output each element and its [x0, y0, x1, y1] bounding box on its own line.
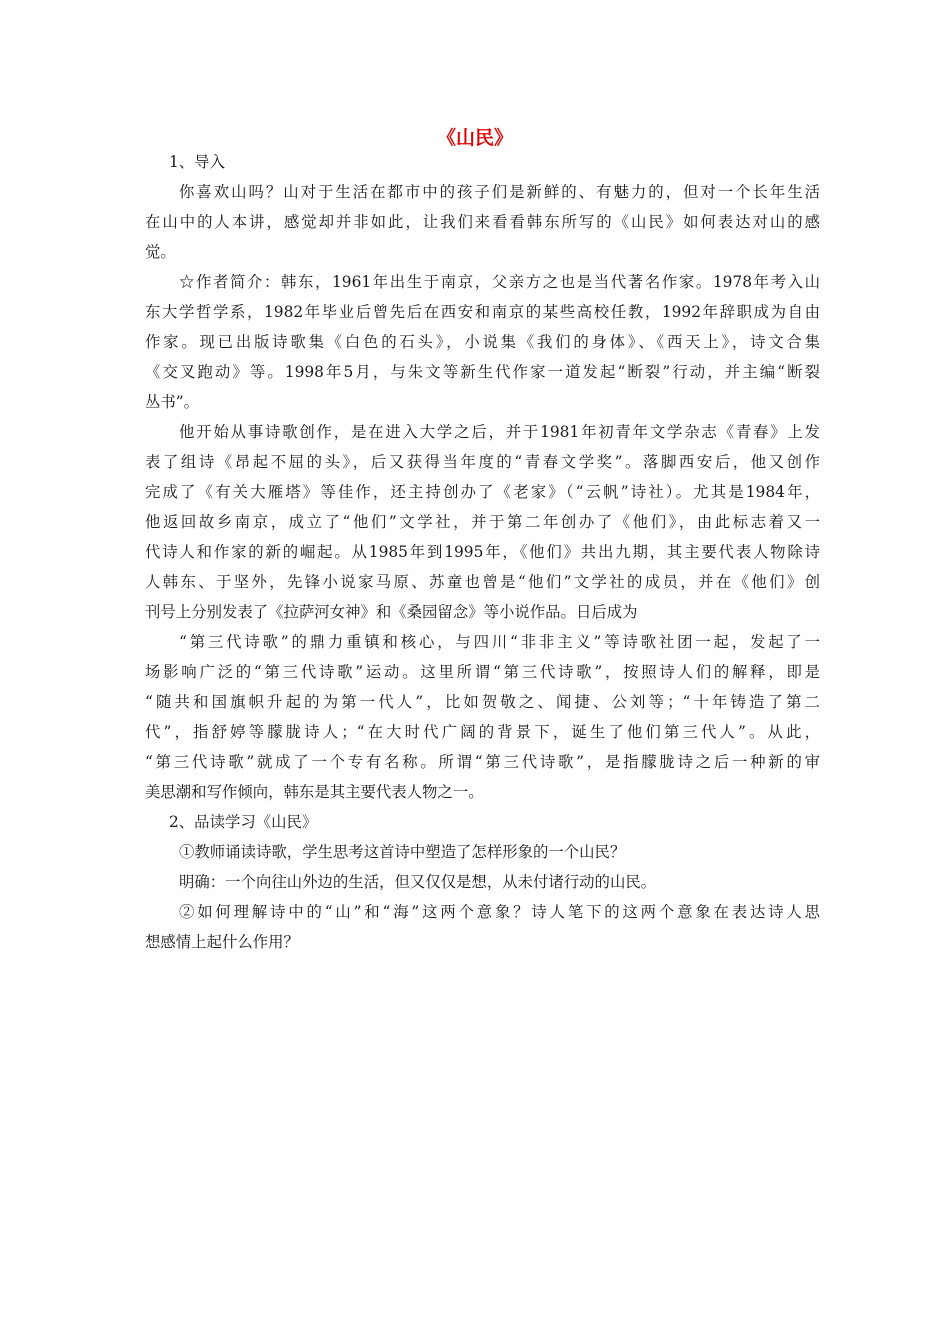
- paragraph-line: 美思潮和写作倾向，韩东是其主要代表人物之一。: [145, 783, 484, 801]
- paragraph-line: 丛书”。: [145, 393, 200, 411]
- paragraph-line: 觉。: [145, 243, 176, 261]
- document-title: 《山民》: [436, 127, 513, 149]
- paragraph-line: 场影响广泛的“第三代诗歌”运动。这里所谓“第三代诗歌”，按照诗人们的解释，即是: [145, 663, 820, 681]
- paragraph-career: [145, 417, 820, 627]
- section-heading-reading: 2、品读学习《山民》: [169, 813, 318, 831]
- paragraph-line: ☆作者简介：韩东，1961年出生于南京，父亲方之也是当代著名作家。1978年考入山: [179, 273, 820, 291]
- document-body: [145, 147, 820, 957]
- paragraph-third-generation: [145, 627, 820, 807]
- paragraph-line: ②如何理解诗中的“山”和“海”这两个意象？诗人笔下的这两个意象在表达诗人思: [179, 903, 820, 921]
- paragraph-line: “第三代诗歌”就成了一个专有名称。所谓“第三代诗歌”，是指朦胧诗之后一种新的审: [145, 753, 820, 771]
- question-2: [145, 897, 820, 957]
- paragraph-line: 《交叉跑动》等。1998年5月，与朱文等新生代作家一道发起“断裂”行动，并主编“断裂: [145, 363, 820, 381]
- question-1: ①教师诵读诗歌，学生思考这首诗中塑造了怎样形象的一个山民？: [179, 843, 626, 861]
- paragraph-line: 完成了《有关大雁塔》等佳作，还主持创办了《老家》（“云帆”诗社）。尤其是1984年，: [145, 483, 820, 501]
- section-heading-intro: 1、导入: [169, 153, 225, 171]
- paragraph-line: 他返回故乡南京，成立了“他们”文学社，并于第二年创办了《他们》，由此标志着又一: [145, 513, 820, 531]
- paragraph-line: “第三代诗歌”的鼎力重镇和核心，与四川“非非主义”等诗歌社团一起，发起了一: [179, 633, 820, 651]
- paragraph-intro: [145, 177, 820, 267]
- paragraph-line: 你喜欢山吗？山对于生活在都市中的孩子们是新鲜的、有魅力的，但对一个长年生活: [179, 183, 820, 201]
- paragraph-line: 刊号上分别发表了《拉萨河女神》和《桑园留念》等小说作品。日后成为: [145, 603, 638, 621]
- paragraph-line: 表了组诗《昂起不屈的头》，后又获得当年度的“青春文学奖”。落脚西安后，他又创作: [145, 453, 820, 471]
- paragraph-line: “随共和国旗帜升起的为第一代人”，比如贺敬之、闻捷、公刘等；“十年铸造了第二: [145, 693, 820, 711]
- paragraph-line: 想感情上起什么作用？: [145, 933, 299, 951]
- paragraph-line: 东大学哲学系，1982年毕业后曾先后在西安和南京的某些高校任教，1992年辞职成为自由: [145, 303, 820, 321]
- answer-1: 明确：一个向往山外边的生活，但又仅仅是想，从未付诸行动的山民。: [179, 873, 657, 891]
- paragraph-line: 他开始从事诗歌创作，是在进入大学之后，并于1981年初青年文学杂志《青春》上发: [179, 423, 820, 441]
- paragraph-author-intro: [145, 267, 820, 417]
- paragraph-line: 人韩东、于坚外，先锋小说家马原、苏童也曾是“他们”文学社的成员，并在《他们》创: [145, 573, 820, 591]
- paragraph-line: 代”，指舒婷等朦胧诗人；“在大时代广阔的背景下，诞生了他们第三代人”。从此，: [145, 723, 820, 741]
- paragraph-line: 在山中的人本讲，感觉却并非如此，让我们来看看韩东所写的《山民》如何表达对山的感: [145, 213, 820, 231]
- paragraph-line: 代诗人和作家的新的崛起。从1985年到1995年，《他们》共出九期，其主要代表人物除诗: [145, 543, 820, 561]
- paragraph-line: 作家。现已出版诗歌集《白色的石头》，小说集《我们的身体》、《西天上》，诗文合集: [145, 333, 820, 351]
